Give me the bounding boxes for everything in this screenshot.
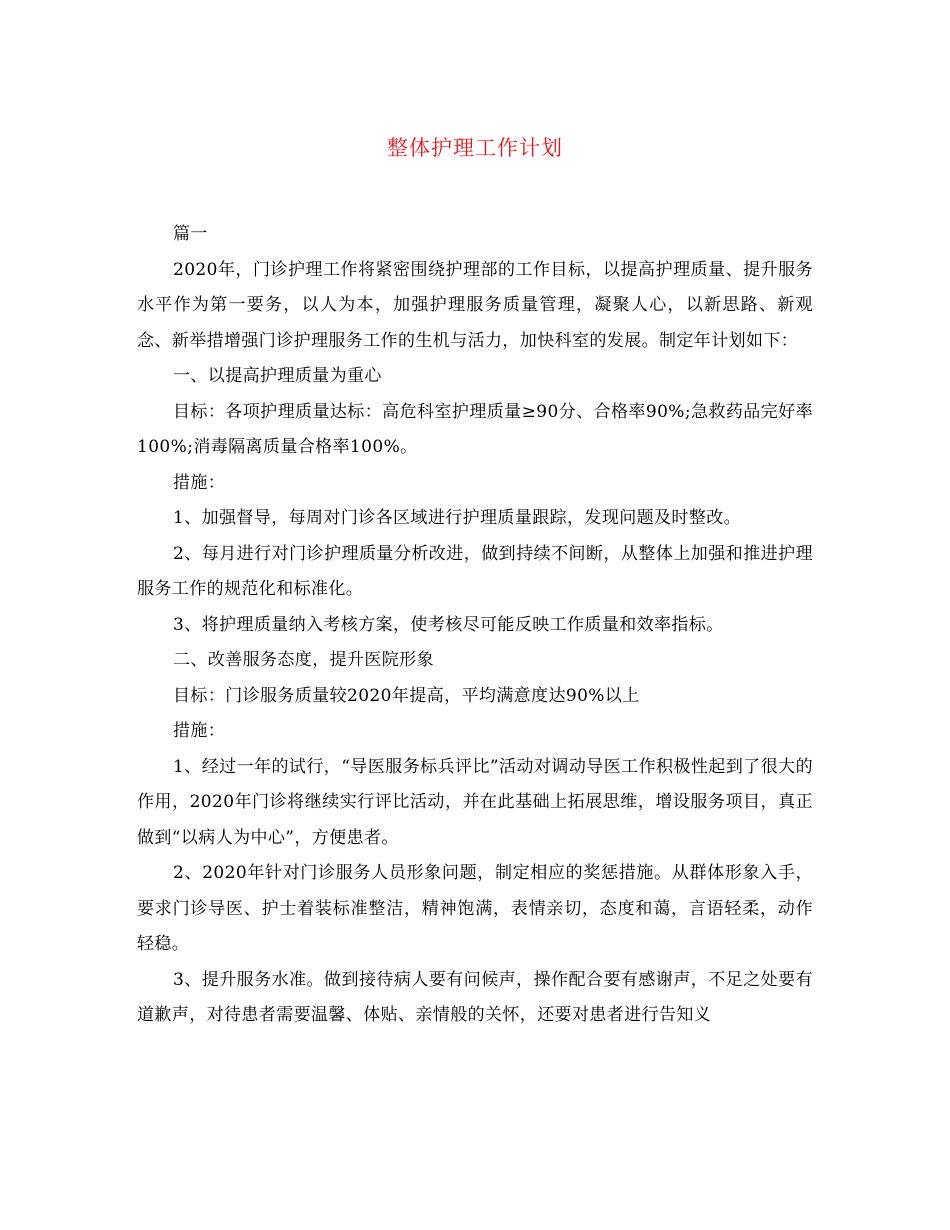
paragraph-measure-1-3: 3、将护理质量纳入考核方案，使考核尽可能反映工作质量和效率指标。 <box>173 614 724 635</box>
paragraph-goal-1: 目标：各项护理质量达标：高危科室护理质量≥90分、合格率90%;急救药品完好率100%;消毒隔离质量合格率100%。 <box>137 401 813 457</box>
heading-section-2: 二、改善服务态度，提升医院形象 <box>173 650 434 670</box>
paragraph-measures-label-2: 措施： <box>173 721 226 741</box>
document-body <box>137 217 813 1034</box>
paragraph-goal-2: 目标：门诊服务质量较2020年提高，平均满意度达90%以上 <box>173 685 640 706</box>
paragraph-intro: 2020年，门诊护理工作将紧密围绕护理部的工作目标，以提高护理质量、提升服务水平作为第一要务，以人为本，加强护理服务质量管理，凝聚人心，以新思路、新观念、新举措增强门诊护理服务工作的生机与活力，加快科室的发展。制定年计划如下： <box>137 259 813 351</box>
paragraph-section-label: 篇一 <box>173 224 208 244</box>
heading-section-1: 一、以提高护理质量为重心 <box>173 366 382 386</box>
paragraph-measures-label-1: 措施： <box>173 472 226 493</box>
paragraph-measure-1-1: 1、加强督导，每周对门诊各区域进行护理质量跟踪，发现问题及时整改。 <box>173 508 742 528</box>
document-title: 整体护理工作计划 <box>387 136 563 160</box>
paragraph-measure-2-1: 1、经过一年的试行，“导医服务标兵评比”活动对调动导医工作积极性起到了很大的作用，2020年门诊将继续实行评比活动，并在此基础上拓展思维，增设服务项目，真正做到“以病人为中心”，方便患者。 <box>137 756 813 848</box>
paragraph-measure-2-2: 2、2020年针对门诊服务人员形象问题，制定相应的奖惩措施。从群体形象入手，要求门诊导医、护士着装标准整洁，精神饱满，表情亲切，态度和蔼，言语轻柔，动作轻稳。 <box>137 863 813 954</box>
paragraph-measure-2-3: 3、提升服务水准。做到接待病人要有问候声，操作配合要有感谢声，不足之处要有道歉声，对待患者需要温馨、体贴、亲情般的关怀，还要对患者进行告知义 <box>137 969 813 1025</box>
paragraph-measure-1-2: 2、每月进行对门诊护理质量分析改进，做到持续不间断，从整体上加强和推进护理服务工作的规范化和标准化。 <box>137 543 813 599</box>
